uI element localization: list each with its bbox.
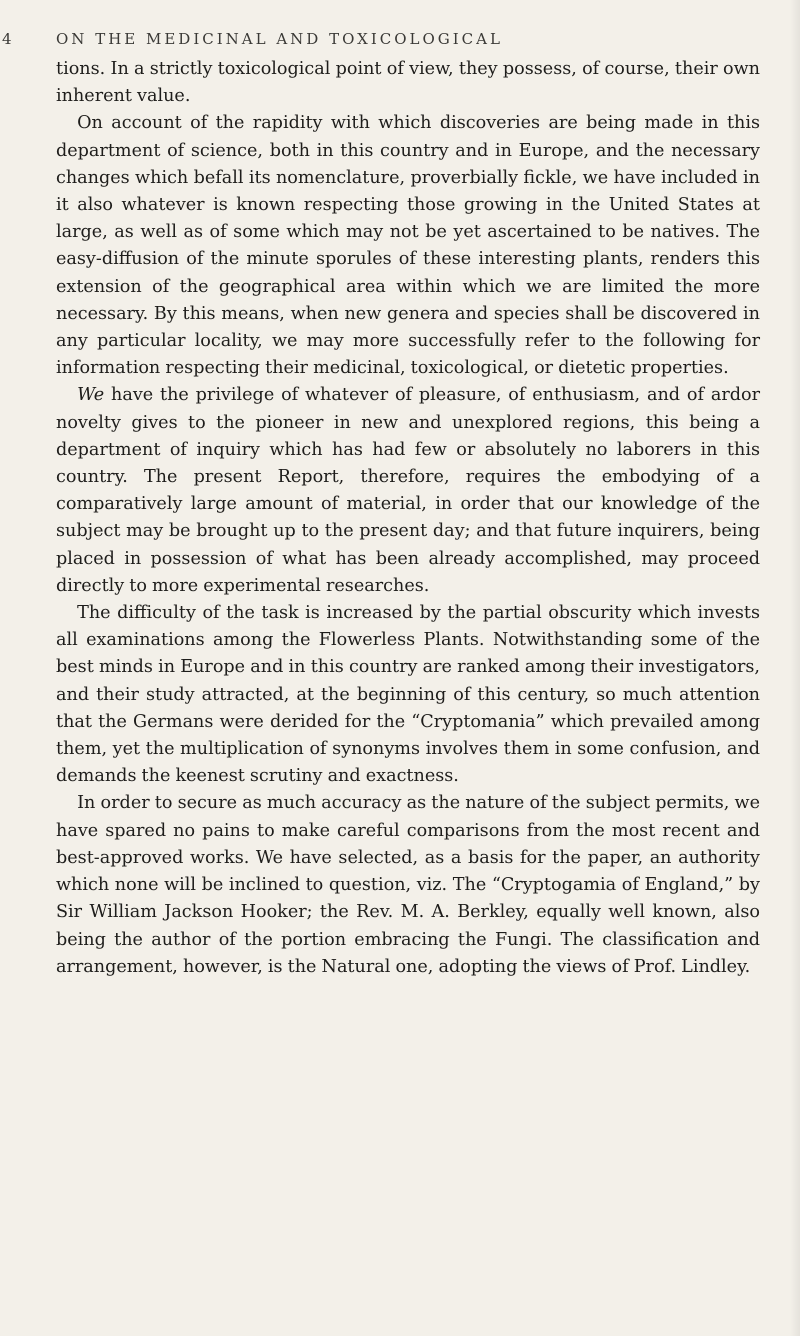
paragraph-4-text: The difficulty of the task is increased by the partial obscurity which invests all examinations among the Flowerless Plants. Notwithstanding some of the best minds in Europe and in this country are ranked among their investigators, and their study attracted, at the beginning of this century, so much attention that the Germans were derided for the “Cryptomania” which prevailed among them, yet the multiplication of synonyms involves them in some confusion, and demands the keenest scrutiny and exactness. xyxy=(56,603,760,787)
paragraph-3 xyxy=(56,382,760,600)
running-title: ON THE MEDICINAL AND TOXICOLOGICAL xyxy=(56,30,503,48)
paragraph-1-text: tions. In a strictly toxicological point of view, they possess, of course, their own inherent value. xyxy=(56,59,760,107)
paragraph-5-text: In order to secure as much accuracy as the nature of the subject permits, we have spared no pains to make careful comparisons from the most recent and best-approved works. We have selected, as a basis for the paper, an authority which none will be inclined to question, viz. The “Cryptogamia of England,” by Sir William Jackson Hooker; the Rev. M. A. Berkley, equally well known, also being the author of the portion embracing the Fungi. The classification and arrangement, however, is the Natural one, adopting the views of Prof. Lindley. xyxy=(56,793,760,977)
page-number: 4 xyxy=(2,30,12,48)
paragraph-2 xyxy=(56,110,760,382)
running-head xyxy=(2,30,760,48)
body-text xyxy=(56,56,760,981)
paragraph-5 xyxy=(56,790,760,980)
paragraph-1 xyxy=(56,56,760,110)
paragraph-3-lead: We xyxy=(77,385,105,406)
page-edge-shadow xyxy=(790,0,800,1336)
paragraph-2-text: On account of the rapidity with which discoveries are being made in this department of science, both in this country and in Europe, and the necessary changes which befall its nomenclature, proverbially fickle, we have included in it also whatever is known respecting those growing in the United States at large, as well as of some which may not be yet ascertained to be natives. The easy-diffusion of the minute sporules of these interesting plants, renders this extension of the geographical area within which we are limited the more necessary. By this means, when new genera and species shall be discovered in any particular locality, we may more successfully refer to the following for information respecting their medicinal, toxicological, or dietetic properties. xyxy=(56,113,760,379)
paragraph-3-text: have the privilege of whatever of pleasure, of enthusiasm, and of ardor novelty gives to the pioneer in new and unexplored regions, this being a department of inquiry which has had few or absolutely no laborers in this country. The present Report, therefore, requires the embodying of a comparatively large amount of material, in order that our knowledge of the subject may be brought up to the present day; and that future inquirers, being placed in possession of what has been already accomplished, may proceed directly to more experimental researches. xyxy=(56,385,760,596)
paragraph-4 xyxy=(56,600,760,790)
